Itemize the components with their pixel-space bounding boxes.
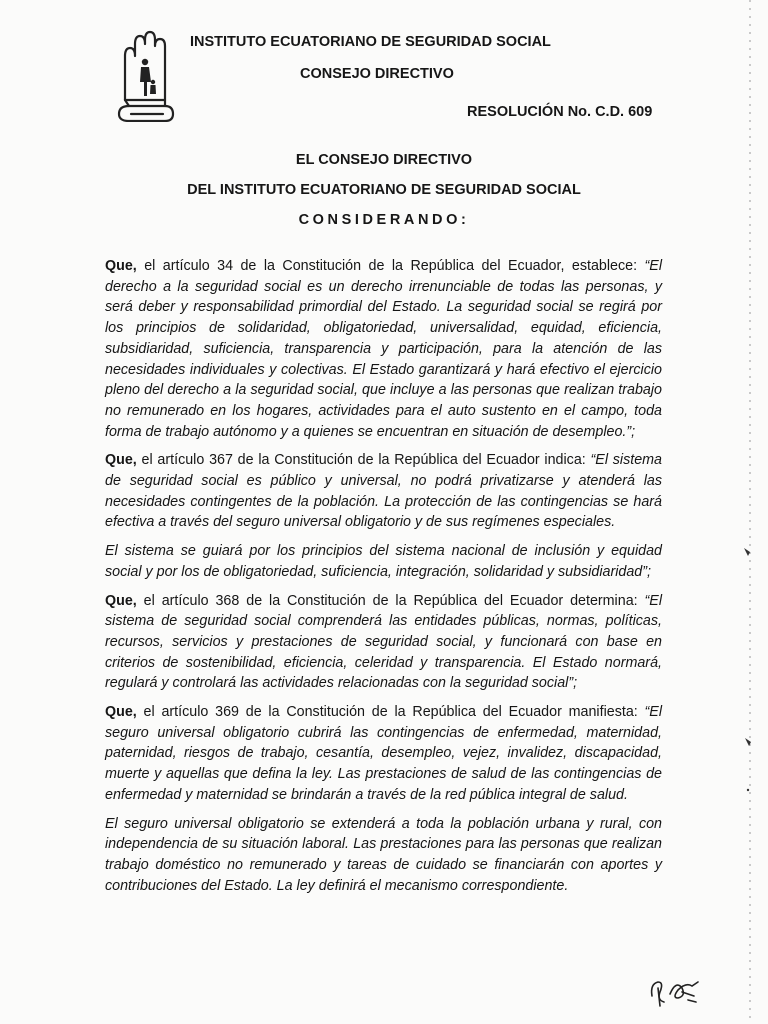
paragraph-lead: Que, xyxy=(105,258,137,274)
paragraph-lead: Que, xyxy=(105,452,137,469)
institute-name-heading: INSTITUTO ECUATORIANO DE SEGURIDAD SOCIAL xyxy=(190,34,551,50)
paragraph-text: el artículo 367 de la Constitución de la República del Ecuador indica: xyxy=(136,452,591,469)
scan-margin-marks xyxy=(738,0,768,1024)
paragraph-text: el artículo 34 de la Constitución de la República del Ecuador, establece: xyxy=(136,258,645,274)
title-line-2: DEL INSTITUTO ECUATORIANO DE SEGURIDAD SOCIAL xyxy=(187,182,581,198)
paragraph-article-369 xyxy=(105,702,662,806)
title-line-1: EL CONSEJO DIRECTIVO xyxy=(295,152,473,168)
paragraph-text: el artículo 368 de la Constitución de la República del Ecuador determina: xyxy=(136,592,645,609)
paragraph-quote: El sistema se guiará por los principios del sistema nacional de inclusión y equidad social y por los de obligatoriedad, suficiencia, integración, solidaridad y subsidiaridad”; xyxy=(105,543,662,580)
paragraph-article-367 xyxy=(105,450,662,533)
paragraph-quote: “El sistema de seguridad social comprenderá las entidades públicas, normas, políticas, recursos, servicios y prestaciones de seguridad social, y funcionará con base en criterios de sostenibilidad, eficiencia, celeridad y transparencia. El Estado normará, regulará y controlará las actividades relacionadas con la seguridad social”; xyxy=(105,592,662,692)
paragraph-article-368 xyxy=(105,591,662,695)
council-heading: CONSEJO DIRECTIVO xyxy=(300,66,454,82)
handwritten-initials-icon xyxy=(648,974,703,1008)
paragraph-quote: “El seguro universal obligatorio cubrirá las contingencias de enfermedad, maternidad, paternidad, riesgos de trabajo, cesantía, desempleo, vejez, invalidez, discapacidad, muerte y aquellas que defina la ley. Las prestaciones de salud de las contingencias de enfermedad y maternidad se brindarán a través de la red pública integral de salud. xyxy=(105,704,662,803)
paragraph-article-34 xyxy=(105,256,662,442)
paragraph-quote: “El derecho a la seguridad social es un derecho irrenunciable de todas las personas, y será deber y responsabilidad primordial del Estado. La seguridad social se regirá por los principios de solidaridad, obligatoriedad, universalidad, equidad, eficiencia, subsidiaridad, suficiencia, transparencia y participación, para la atención de las necesidades individuales y colectivas. El Estado garantizará y hará efectivo el ejercicio pleno del derecho a la seguridad social, que incluye a las personas que realizan trabajo no remunerado en los hogares, actividades para el auto sustento en el campo, toda forma de trabajo autónomo y a quienes se encuentran en situación de desempleo.”; xyxy=(105,258,662,440)
paragraph-lead: Que, xyxy=(105,704,137,721)
paragraph-article-369-continued xyxy=(105,814,662,897)
considerando-heading: CONSIDERANDO: xyxy=(298,212,470,228)
document-body xyxy=(105,256,662,904)
iess-hand-logo-icon xyxy=(113,30,175,122)
paragraph-text: el artículo 369 de la Constitución de la República del Ecuador manifiesta: xyxy=(136,704,645,721)
paragraph-article-367-continued xyxy=(105,541,662,582)
paragraph-quote: El seguro universal obligatorio se extenderá a toda la población urbana y rural, con independencia de su situación laboral. Las prestaciones para las personas que realizan trabajo doméstico no remunerado y tareas de cuidado se financiarán con aportes y contribuciones del Estado. La ley definirá el mecanismo correspondiente. xyxy=(105,815,662,894)
resolution-number: RESOLUCIÓN No. C.D. 609 xyxy=(467,104,653,120)
paragraph-quote: “El sistema de seguridad social es público y universal, no podrá privatizarse y atenderá las necesidades contingentes de la población. La protección de las contingencias se hará efectiva a través del seguro universal obligatorio y de sus regímenes especiales. xyxy=(105,452,663,531)
paragraph-lead: Que, xyxy=(105,592,137,609)
